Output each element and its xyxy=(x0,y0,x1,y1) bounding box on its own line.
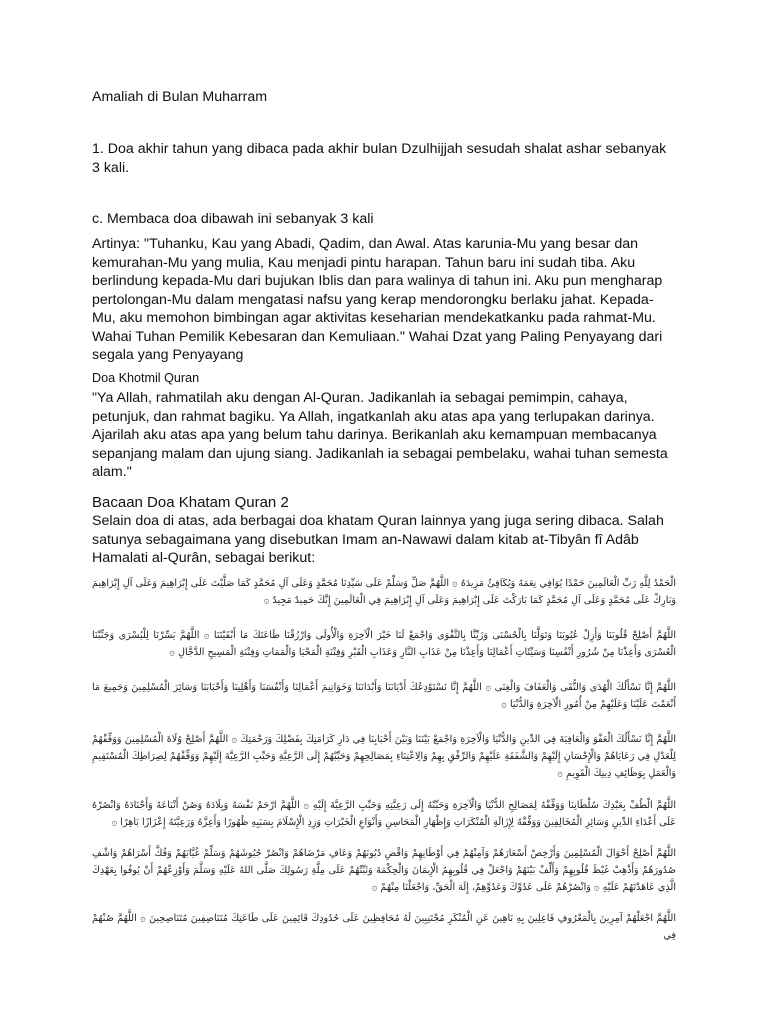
arabic-paragraph-3: اللَّهُمَّ إِنَّا نَسْأَلُكَ الْهُدَى وَالتُّقَى وَالْعَفَافَ وَالْغِنَى ۞ اللَّهُمَّ إِنَّا نَسْتَوْدِعُكَ أَدْيَانَنَا وَأَبْدَانَنَا وَخَوَاتِيمَ أَعْمَالِنَا وَأَنْفُسَنَا وَأَهْلِينَا وَأَحْبَابَنَا وَسَائِرَ الْمُسْلِمِينَ وَجَمِيعَ مَا أَنْعَمْتَ عَلَيْنَا وَعَلَيْهِمْ مِنْ أُمُورِ الْآخِرَةِ وَالدُّنْيَا ۞ xyxy=(92,682,676,710)
document-title: Amaliah di Bulan Muharram xyxy=(92,89,268,105)
artinya-paragraph: Artinya: "Tuhanku, Kau yang Abadi, Qadim, dan Awal. Atas karunia-Mu yang besar dan kemurahan-Mu yang mulia, Kau menjadi pintu harapan. Tahun baru ini sudah tiba. Aku berlindung kepada-Mu dari bujukan Iblis dan para walinya di tahun ini. Aku pun mengharap pertolongan-Mu dalam mengatasi nafsu yang kerap mendorongku berlaku jahat. Kepada-Mu, aku memohon bimbingan agar aktivitas keseharian mendekatkanku pada rahmat-Mu. Wahai Tuhan Pemilik Kebesaran dan Kemuliaan." Wahai Dzat yang Paling Penyayang dari segala yang Penyayang xyxy=(92,236,663,363)
arabic-paragraph-7: اللَّهُمَّ اجْعَلْهُمْ آمِرِينَ بِالْمَعْرُوفِ فَاعِلِينَ بِهِ نَاهِينَ عَنِ الْمُنْكَرِ مُجْتَنِبِينَ لَهُ مُحَافِظِينَ عَلَى حُدُودِكَ قَائِمِينَ عَلَى طَاعَتِكَ مُتَنَاصِفِينَ مُتَنَاصِحِينَ ۞ اللَّهُمَّ صُنْهُمْ فِي xyxy=(92,913,676,941)
bacaan-intro: Selain doa di atas, ada berbagai doa khatam Quran lainnya yang juga sering dibaca. Salah satunya sebagaimana yang disebutkan Imam an-Nawawi dalam kitab at-Tibyân fî Adâb Hamalati al-Qurân, sebagai berikut: xyxy=(92,513,664,566)
arabic-paragraph-1: الْحَمْدُ لِلَّهِ رَبِّ الْعَالَمِينَ حَمْدًا يُوَافِي نِعَمَهُ وَيُكَافِئُ مَزِيدَهُ ۞ اللَّهُمَّ صَلِّ وَسَلِّمْ عَلَى سَيِّدِنَا مُحَمَّدٍ وَعَلَى آلِ مُحَمَّدٍ كَمَا صَلَّيْتَ عَلَى إِبْرَاهِيمَ وَعَلَى آلِ إِبْرَاهِيمَ وَبَارِكْ عَلَى مُحَمَّدٍ وَعَلَى آلِ مُحَمَّدٍ كَمَا بَارَكْتَ عَلَى إِبْرَاهِيمَ وَعَلَى آلِ إِبْرَاهِيمَ فِي الْعَالَمِينَ إِنَّكَ حَمِيدٌ مَجِيدٌ ۞ xyxy=(92,578,676,606)
arabic-paragraph-6: اللَّهُمَّ أَصْلِحْ أَحْوَالَ الْمُسْلِمِينَ وَأَرْخِصْ أَسْعَارَهُمْ وَآمِنْهُمْ فِي أَوْطَانِهِمْ وَاقْضِ دُيُونَهُمْ وَعَافِ مَرْضَاهُمْ وَانْصُرْ جُيُوشَهُمْ وَسَلِّمْ غُيَّابَهُمْ وَفُكَّ أَسْرَاهُمْ وَاشْفِ صُدُورَهُمْ وَأَذْهِبْ غَيْظَ قُلُوبِهِمْ وَأَلِّفْ بَيْنَهُمْ وَاجْعَلْ فِي قُلُوبِهِمُ الْإِيمَانَ وَالْحِكْمَةَ وَثَبِّتْهُمْ عَلَى مِلَّةِ رَسُولِكَ صَلَّى اللهُ عَلَيْهِ وَسَلَّمَ وَأَوْزِعْهُمْ أَنْ يُوفُوا بِعَهْدِكَ الَّذِي عَاهَدْتَهُمْ عَلَيْهِ ۞ وَانْصُرْهُمْ عَلَى عَدُوِّكَ وَعَدُوِّهِمْ، إِلَهَ الْحَقِّ، وَاجْعَلْنَا مِنْهُمْ ۞ xyxy=(92,848,676,893)
bacaan-heading: Bacaan Doa Khatam Quran 2 xyxy=(92,494,289,511)
doa-khotmil-heading: Doa Khotmil Quran xyxy=(92,371,200,385)
doa-khotmil-text: "Ya Allah, rahmatilah aku dengan Al-Quran. Jadikanlah ia sebagai pemimpin, cahaya, petunjuk, dan rahmat bagiku. Ya Allah, ingatkanlah aku atas apa yang terlupakan darinya. Ajarilah aku atas apa yang belum tahu darinya. Berikanlah aku kemampuan membacanya sepanjang malam dan ujung siang. Jadikanlah ia sebagai pembelaku, wahai tuhan semesta alam." xyxy=(92,390,668,480)
arabic-paragraph-5: اللَّهُمَّ الْطُفْ بِعَبْدِكَ سُلْطَانِنَا وَوَفِّقْهُ لِمَصَالِحِ الدُّنْيَا وَالْآخِرَةِ وَحَبِّبْهُ إِلَى رَعِيَّتِهِ وَحَبِّبِ الرَّعِيَّةَ إِلَيْهِ ۞ اللَّهُمَّ ارْحَمْ نَفْسَهُ وَبِلَادَهُ وَصُنْ أَتْبَاعَهُ وَأَجْنَادَهُ وَانْصُرْهُ عَلَى أَعْدَاءِ الدِّينِ وَسَائِرِ الْمُخَالِفِينَ وَوَفِّقْهُ لِإِزَالَةِ الْمُنْكَرَاتِ وَإِظْهَارِ الْمَحَاسِنِ وَأَنْوَاعِ الْخَيْرَاتِ وَزِدِ الْإِسْلَامَ بِسَبَبِهِ ظُهُورًا وَأَعِزَّهُ وَرَعِيَّتَهُ إِعْزَازًا بَاهِرًا ۞ xyxy=(92,800,676,828)
point-1-text: 1. Doa akhir tahun yang dibaca pada akhir bulan Dzulhijjah sesudah shalat ashar sebanyak 3 kali. xyxy=(92,141,667,176)
point-c-text: c. Membaca doa dibawah ini sebanyak 3 kali xyxy=(92,211,374,227)
arabic-paragraph-4: اللَّهُمَّ إِنَّا نَسْأَلُكَ الْعَفْوَ وَالْعَافِيَةَ فِي الدِّينِ وَالدُّنْيَا وَالْآخِرَةِ وَاجْمَعْ بَيْنَنَا وَبَيْنَ أَحْبَابِنَا فِي دَارِ كَرَامَتِكَ بِفَضْلِكَ وَرَحْمَتِكَ ۞ اللَّهُمَّ أَصْلِحْ وُلَاةَ الْمُسْلِمِينَ وَوَفِّقْهُمْ لِلْعَدْلِ فِي رَعَايَاهُمْ وَالْإِحْسَانِ إِلَيْهِمْ وَالشَّفَقَةِ عَلَيْهِمْ وَالرِّفْقِ بِهِمْ وَالِاعْتِنَاءِ بِمَصَالِحِهِمْ وَحَبِّبْهُمْ إِلَى الرَّعِيَّةِ وَحَبِّبِ الرَّعِيَّةَ إِلَيْهِمْ وَوَفِّقْهُمْ لِصِرَاطِكَ الْمُسْتَقِيمِ وَالْعَمَلِ بِوَظَائِفِ دِينِكَ الْقَوِيمِ ۞ xyxy=(92,734,676,779)
arabic-paragraph-2: اللَّهُمَّ أَصْلِحْ قُلُوبَنَا وَأَزِلْ عُيُوبَنَا وَتَوَلَّنَا بِالْحُسْنَى وَزَيِّنَّا بِالتَّقْوَى وَاجْمَعْ لَنَا خَيْرَ الْآخِرَةِ وَالْأُولَى وَارْزُقْنَا طَاعَتَكَ مَا أَبْقَيْتَنَا ۞ اللَّهُمَّ يَسِّرْنَا لِلْيُسْرَى وَجَنِّبْنَا الْعُسْرَى وَأَعِذْنَا مِنْ شُرُورِ أَنْفُسِنَا وَسَيِّئَاتِ أَعْمَالِنَا وَأَعِذْنَا مِنْ عَذَابِ النَّارِ وَعَذَابِ الْقَبْرِ وَفِتْنَةِ الْمَحْيَا وَالْمَمَاتِ وَفِتْنَةِ الْمَسِيحِ الدَّجَّالِ ۞ xyxy=(92,630,676,658)
